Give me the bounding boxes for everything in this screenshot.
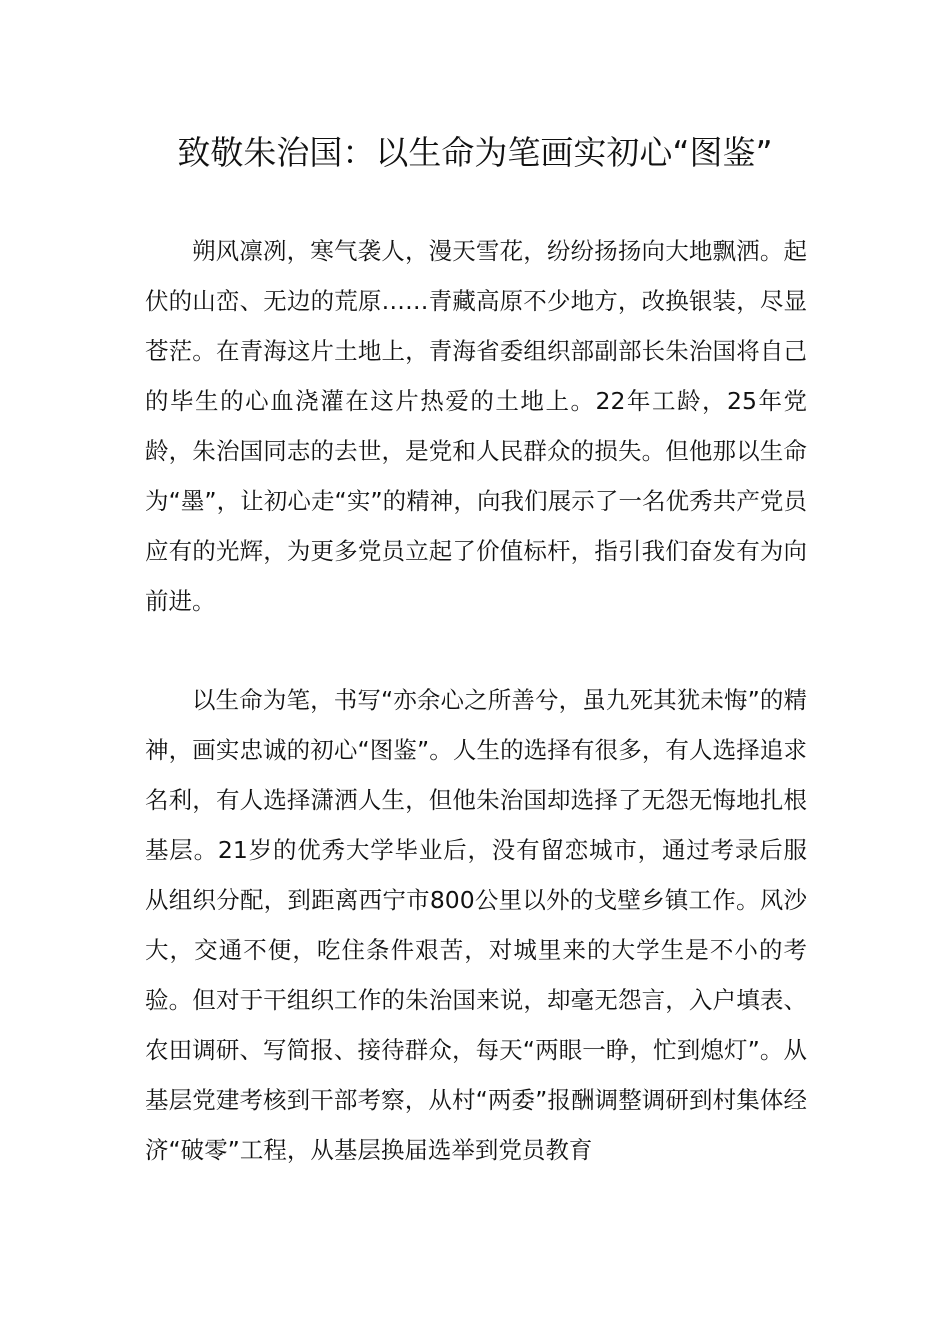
- body-paragraph: 朔风凛冽，寒气袭人，漫天雪花，纷纷扬扬向大地飘洒。起伏的山峦、无边的荒原……青藏高原不少地方，改换银装，尽显苍茫。在青海这片土地上，青海省委组织部副部长朱治国将自己的毕生的心血浇灌在这片热爱的土地上。22年工龄，25年党龄，朱治国同志的去世，是党和人民群众的损失。但他那以生命为“墨”，让初心走“实”的精神，向我们展示了一名优秀共产党员应有的光辉，为更多党员立起了价值标杆，指引我们奋发有为向前进。: [145, 237, 807, 615]
- body-paragraph: 以生命为笔，书写“亦余心之所善兮，虽九死其犹未悔”的精神，画实忠诚的初心“图鉴”。人生的选择有很多，有人选择追求名利，有人选择潇洒人生，但他朱治国却选择了无怨无悔地扎根基层。21岁的优秀大学毕业后，没有留恋城市，通过考录后服从组织分配，到距离西宁市800公里以外的戈壁乡镇工作。风沙大，交通不便，吃住条件艰苦，对城里来的大学生是不小的考验。但对于干组织工作的朱治国来说，却毫无怨言，入户填表、农田调研、写简报、接待群众，每天“两眼一睁，忙到熄灯”。从基层党建考核到干部考察，从村“两委”报酬调整调研到村集体经济“破零”工程，从基层换届选举到党员教育: [145, 686, 807, 1164]
- document-title: 致敬朱治国：以生命为笔画实初心“图鉴”: [177, 133, 773, 172]
